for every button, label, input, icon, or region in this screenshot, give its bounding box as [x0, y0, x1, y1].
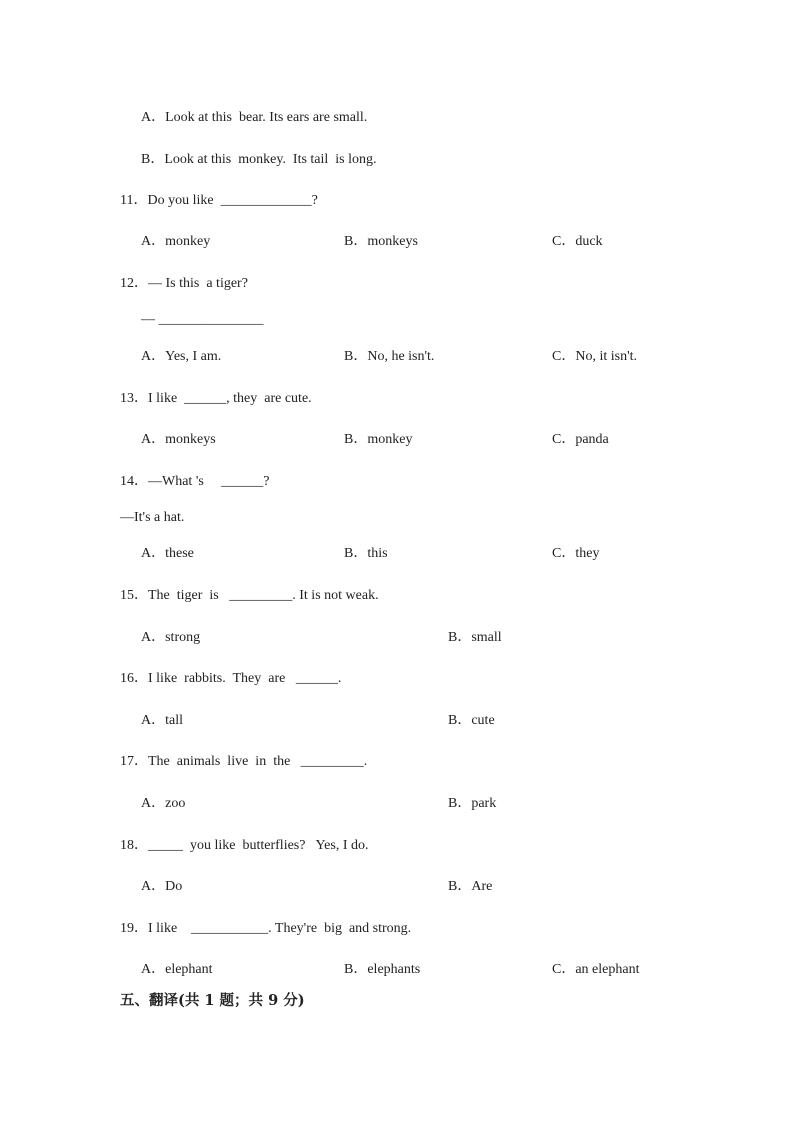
question-stem: 14．—What 's ______? — [120, 474, 270, 489]
option-a: A．monkey — [141, 234, 211, 249]
option-b: B．this — [344, 546, 388, 561]
option-a: A．zoo — [141, 796, 186, 811]
option-b: B．Are — [448, 879, 493, 894]
option-b: B．monkey — [344, 432, 413, 447]
option-b: B．monkeys — [344, 234, 418, 249]
answer-line: — _______________ — [141, 312, 264, 327]
section-heading: 五、翻译(共 1 题；共 9 分) — [120, 992, 305, 1009]
option-b: B．park — [448, 796, 497, 811]
option-c: C．duck — [552, 234, 603, 249]
option-c: C．panda — [552, 432, 609, 447]
question-stem: 13．I like ______, they are cute. — [120, 391, 312, 406]
question-stem: 19．I like ___________. They're big and strong. — [120, 921, 412, 936]
option-a: A．elephant — [141, 962, 213, 977]
question-stem: 11．Do you like _____________? — [120, 193, 318, 208]
option-a: A．these — [141, 546, 194, 561]
answer-line: —It's a hat. — [120, 510, 185, 525]
option-c: C．No, it isn't. — [552, 349, 637, 364]
option-a: A．Do — [141, 879, 183, 894]
option-a: A．strong — [141, 630, 201, 645]
option-c: C．they — [552, 546, 600, 561]
option-b: B．Look at this monkey. Its tail is long. — [141, 152, 377, 167]
option-a: A．Yes, I am. — [141, 349, 222, 364]
option-a: A．tall — [141, 713, 183, 728]
option-a: A．Look at this bear. Its ears are small. — [141, 110, 368, 125]
question-stem: 17．The animals live in the _________. — [120, 754, 368, 769]
option-b: B．No, he isn't. — [344, 349, 435, 364]
question-stem: 16．I like rabbits. They are ______. — [120, 671, 342, 686]
question-stem: 12．— Is this a tiger? — [120, 276, 248, 291]
option-c: C．an elephant — [552, 962, 640, 977]
option-a: A．monkeys — [141, 432, 216, 447]
question-stem: 18．_____ you like butterflies? Yes, I do. — [120, 838, 369, 853]
option-b: B．cute — [448, 713, 495, 728]
option-b: B．elephants — [344, 962, 421, 977]
option-b: B．small — [448, 630, 502, 645]
question-stem: 15．The tiger is _________. It is not weak. — [120, 588, 379, 603]
